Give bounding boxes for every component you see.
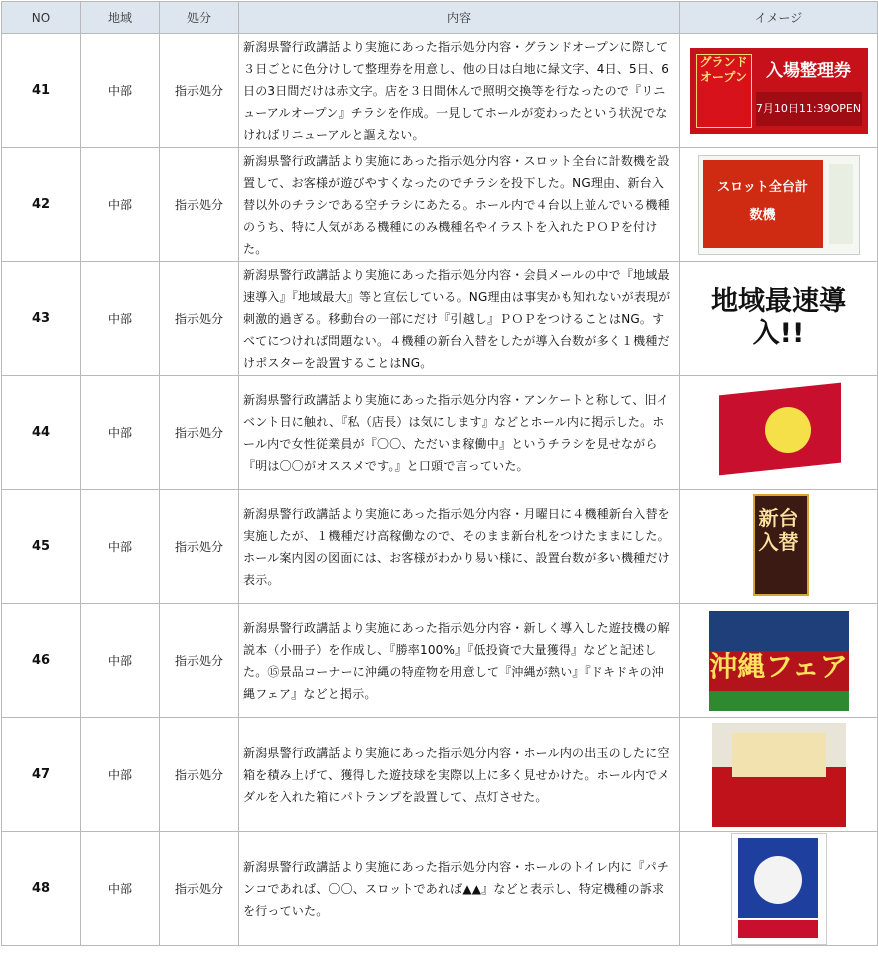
violations-table — [1, 1, 878, 946]
row-region: 中部 — [81, 490, 160, 604]
row-no: 41 — [2, 34, 81, 148]
row-image — [680, 718, 878, 832]
row-no: 42 — [2, 148, 81, 262]
table-row — [2, 34, 878, 148]
row-region: 中部 — [81, 604, 160, 718]
row-content: 新潟県警行政講話より実施にあった指示処分内容・会員メールの中で『地域最速導入』『地域最大』等と宣伝している。NG理由は事実かも知れないが表現が刺激的過ぎる。移動台の一部にだけ『引越し』ＰＯＰをつけることはNG。すべてにつければ問題ない。４機種の新台入替をしたが導入台数が多く１機種だけポスターを設置することはNG。 — [239, 262, 680, 376]
row-image — [680, 490, 878, 604]
new-machine-banner-image — [747, 492, 811, 602]
medal-boxes-image — [712, 723, 846, 827]
row-image — [680, 832, 878, 946]
fair-sky — [709, 611, 849, 651]
row-action: 指示処分 — [160, 832, 239, 946]
row-image — [680, 262, 878, 376]
flyer-title: スロット全台計数機 — [717, 179, 808, 223]
grand-open-ticket-image — [690, 48, 868, 134]
row-no: 46 — [2, 604, 81, 718]
row-action: 指示処分 — [160, 604, 239, 718]
row-region: 中部 — [81, 832, 160, 946]
row-no: 44 — [2, 376, 81, 490]
row-no: 47 — [2, 718, 81, 832]
row-region: 中部 — [81, 262, 160, 376]
banner-text: 新台入替 — [758, 505, 799, 554]
row-content: 新潟県警行政講話より実施にあった指示処分内容・ホール内の出玉のしたに空箱を積み上げて、獲得した遊技球を実際以上に多く見せかけた。ホール内でメダルを入れた箱にパトランプを設置して、点灯させた。 — [239, 718, 680, 832]
row-action: 指示処分 — [160, 490, 239, 604]
header-content: 内容 — [239, 2, 680, 34]
row-content: 新潟県警行政講話より実施にあった指示処分内容・スロット全台に計数機を設置して、お客様が遊びやすくなったのでチラシを投下した。NG理由、新台入替以外のチラシである空チラシにあたる。ホール内で４台以上並んでいる機種のうち、特に人気がある機種にのみ機種名やイラストを入れたＰＯＰを付けた。 — [239, 148, 680, 262]
row-image — [680, 148, 878, 262]
header-image: イメージ — [680, 2, 878, 34]
row-image — [680, 604, 878, 718]
poster-logo-strip — [738, 920, 818, 938]
row-image — [680, 376, 878, 490]
header-action: 処分 — [160, 2, 239, 34]
row-image — [680, 34, 878, 148]
row-content: 新潟県警行政講話より実施にあった指示処分内容・月曜日に４機種新台入替を実施したが、１機種だけ高稼働なので、そのまま新台札をつけたままにした。ホール案内図の図面には、お客様がわかり易い様に、設置台数が多い機種だけ表示。 — [239, 490, 680, 604]
fastest-introduction-text: 地域最速導入!! — [711, 285, 846, 349]
row-no: 45 — [2, 490, 81, 604]
table-row — [2, 718, 878, 832]
header-region: 地域 — [81, 2, 160, 34]
header-no: NO — [2, 2, 81, 34]
row-action: 指示処分 — [160, 376, 239, 490]
table-row — [2, 490, 878, 604]
fastest-introduction-image — [704, 284, 854, 354]
row-content: 新潟県警行政講話より実施にあった指示処分内容・グランドオープンに際して３日ごとに色分けして整理券を用意し、他の日は白地に緑文字、4日、5日、6日の3日間だけは赤文字。店を３日間休んで照明交換等を行なったので『リニューアルオープン』チラシを作成。一見してホールが変わったという状況でなければリニューアルと謳えない。 — [239, 34, 680, 148]
row-action: 指示処分 — [160, 34, 239, 148]
row-action: 指示処分 — [160, 262, 239, 376]
open-time: 7月10日11:39OPEN — [756, 92, 862, 126]
row-content: 新潟県警行政講話より実施にあった指示処分内容・ホールのトイレ内に『パチンコであれば、〇〇、スロットであれば▲▲』などと表示し、特定機種の訴求を行っていた。 — [239, 832, 680, 946]
row-action: 指示処分 — [160, 148, 239, 262]
okinawa-fair-image — [709, 611, 849, 711]
flyer-image — [698, 155, 860, 255]
stacked-medals — [732, 733, 826, 777]
row-content: 新潟県警行政講話より実施にあった指示処分内容・アンケートと称して、旧イベント日に触れ、『私（店長）は気にします』などとホール内に掲示した。ホール内で女性従業員が『〇〇、ただいま稼働中』というチラシを見せながら『明は〇〇がオススメです。』と口頭で言っていた。 — [239, 376, 680, 490]
row-region: 中部 — [81, 376, 160, 490]
clown-face — [765, 407, 811, 453]
juggler-poster-image — [731, 833, 827, 945]
fair-ground — [709, 691, 849, 711]
row-action: 指示処分 — [160, 718, 239, 832]
table-row — [2, 604, 878, 718]
table-row — [2, 376, 878, 490]
row-region: 中部 — [81, 148, 160, 262]
poster-clown — [754, 856, 802, 904]
juggler-flag-image — [709, 381, 849, 485]
header-row — [2, 2, 878, 34]
row-no: 43 — [2, 262, 81, 376]
row-region: 中部 — [81, 34, 160, 148]
table-row — [2, 262, 878, 376]
row-content: 新潟県警行政講話より実施にあった指示処分内容・新しく導入した遊技機の解説本（小冊子）を作成し、『勝率100%』『低投資で大量獲得』などと記述した。⑮景品コーナーに沖縄の特産物を用意して『沖縄が熱い』『ドキドキの沖縄フェア』などと掲示。 — [239, 604, 680, 718]
row-region: 中部 — [81, 718, 160, 832]
flyer-side — [829, 164, 853, 244]
grand-open-label: グランドオープン — [696, 54, 752, 128]
table-row — [2, 832, 878, 946]
ticket-title: 入場整理券 — [766, 60, 851, 81]
row-no: 48 — [2, 832, 81, 946]
fair-title: 沖縄フェア — [709, 649, 848, 683]
table-row — [2, 148, 878, 262]
